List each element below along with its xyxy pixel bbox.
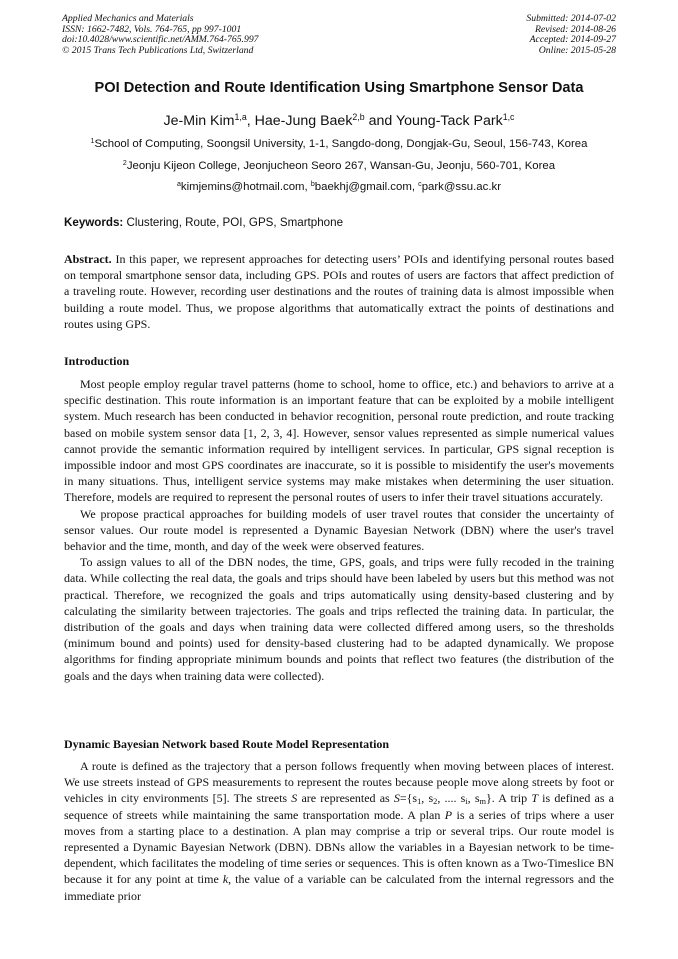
affiliation-2 <box>0 160 678 172</box>
author-separator: , <box>246 113 255 129</box>
author-affiliation-mark: 1,c <box>502 112 515 123</box>
publication-dates <box>526 14 616 56</box>
author-name: Je-Min Kim <box>163 113 235 129</box>
abstract-text: In this paper, we represent approaches for detecting users’ POIs and identifying personal routes based on temporal smartphone sensor data, including GPS. POIs and routes of users are factors that affect prediction of a traveling route. However, recording user destinations and the routes of training data is almost impossible when building a route model. Thus, we propose algorithms that automatically extract the points of destinations and routes using GPS. <box>64 252 614 331</box>
dbn-section-heading: Dynamic Bayesian Network based Route Model Representation <box>64 737 390 751</box>
email-mark: b <box>310 181 315 189</box>
journal-name: Applied Mechanics and Materials <box>62 13 194 24</box>
author-affiliation-mark: 1,a <box>234 112 247 123</box>
paragraph: Most people employ regular travel patterns (home to school, home to office, etc.) and behaviors to arrive at a specific destination. This route information is an important feature that can be exploited by a mobile intelligent system. Much research has been conducted in behavior recognition, personal route prediction, and route tracking based on mobile system sensor data [1, 2, 3, 4]. However, sensor values represented as simple numerical values cannot provide the semantic information required by intelligent services. In particular, GPS signal reception is impossible indoor and most GPS coordinates are inaccurate, so it is possible to misidentify the user's movements in many situations. Thus, intelligent service systems may make mistakes when determining the user situation. Therefore, models are required to represent the personal routes of users to infer their travel situations accurately. <box>64 377 614 505</box>
issn-line: ISSN: 1662-7482, Vols. 764-765, pp 997-1001 <box>62 23 242 35</box>
abstract <box>64 251 614 332</box>
paragraph: A route is defined as the trajectory that a person follows frequently when moving between places of interest. We use streets instead of GPS measurements to represent the routes because people move along streets by foot or vehicles in city environments [5]. The streets S are represented as $S=\{s_1$, $s_2$, .... $s_i$, $s_m$}. A trip T is defined as a sequence of streets while maintaining the same transportation mode. A plan P is a series of trips where a user moves from a starting place to a destination. A plan may comprise a trip or several trips. Our route model is represented a Dynamic Bayesian Network (DBN). DBNs allow the variables in a Bayesian network to be time-dependent, which facilitates the modeling of time series or sequences. This is often known as a Two-Timeslice BN because it for any point at time k, the value of a variable can be calculated from the internal regressors and the immediate prior <box>64 759 615 903</box>
affiliation-mark: 2 <box>122 160 127 168</box>
submitted-date: Submitted: 2014-07-02 <box>526 13 616 24</box>
abstract-label: Abstract. <box>64 252 112 266</box>
email-line <box>0 181 678 193</box>
affiliation-1 <box>0 138 678 150</box>
online-date: Online: 2015-05-28 <box>538 44 616 56</box>
author-name: Young-Tack Park <box>395 113 503 129</box>
email-mark: a <box>177 181 181 189</box>
author-separator: and <box>364 113 396 129</box>
keywords-label: Keywords: <box>64 216 124 229</box>
paragraph: To assign values to all of the DBN nodes, the time, GPS, goals, and trips were fully recoded in the training data. While collecting the real data, the goals and trips should have been labeled by users but this method was not practical. Therefore, we recognized the goals and trips automatically using density-based clustering and by calculating the similarity between trajectories. The goals and trips reflected the training data. In particular, the distribution of the goals and days when training data were collected differed among users, so the thresholds (minimum bound and points) used for density-based clustering had to be adapted dynamically. We propose algorithms for finding appropriate minimum bounds and points that reflect two features (the distribution of the goals and the days when training data were collected). <box>64 555 614 683</box>
paper-title: POI Detection and Route Identification Using Smartphone Sensor Data <box>94 80 584 96</box>
affiliation-mark: 1 <box>90 138 95 146</box>
author-name: Hae-Jung Baek <box>254 113 353 129</box>
revised-date: Revised: 2014-08-26 <box>535 23 616 35</box>
author-affiliation-mark: 2,b <box>352 112 365 123</box>
copyright-line: © 2015 Trans Tech Publications Ltd, Switzerland <box>62 44 254 56</box>
doi-line: doi:10.4028/www.scientific.net/AMM.764-765.997 <box>62 34 259 46</box>
email-link[interactable]: kimjemins@hotmail.com, <box>180 181 311 193</box>
author-list <box>0 113 678 129</box>
affiliation-text: Jeonju Kijeon College, Jeonjucheon Seoro 267, Wansan-Gu, Jeonju, 560-701, Korea <box>126 160 556 172</box>
introduction-heading: Introduction <box>64 354 130 368</box>
keywords <box>64 216 343 229</box>
email-mark: c <box>418 181 422 189</box>
paragraph: We propose practical approaches for building models of user travel routes that consider the uncertainty of sensor values. Our route model is represented a Dynamic Bayesian Network (DBN) where the user's travel behavior and the time, month, and day of the week were observed features. <box>64 506 614 554</box>
affiliation-text: School of Computing, Soongsil University, 1-1, Sangdo-dong, Dongjak-Gu, Seoul, 156-743, Korea <box>94 138 588 150</box>
accepted-date: Accepted: 2014-09-27 <box>529 34 616 46</box>
journal-info <box>62 14 259 56</box>
email-link[interactable]: park@ssu.ac.kr <box>421 181 501 193</box>
keywords-text: Clustering, Route, POI, GPS, Smartphone <box>123 216 344 229</box>
dbn-section-body <box>64 758 614 904</box>
introduction-body <box>64 376 614 684</box>
email-link[interactable]: baekhj@gmail.com, <box>314 181 419 193</box>
